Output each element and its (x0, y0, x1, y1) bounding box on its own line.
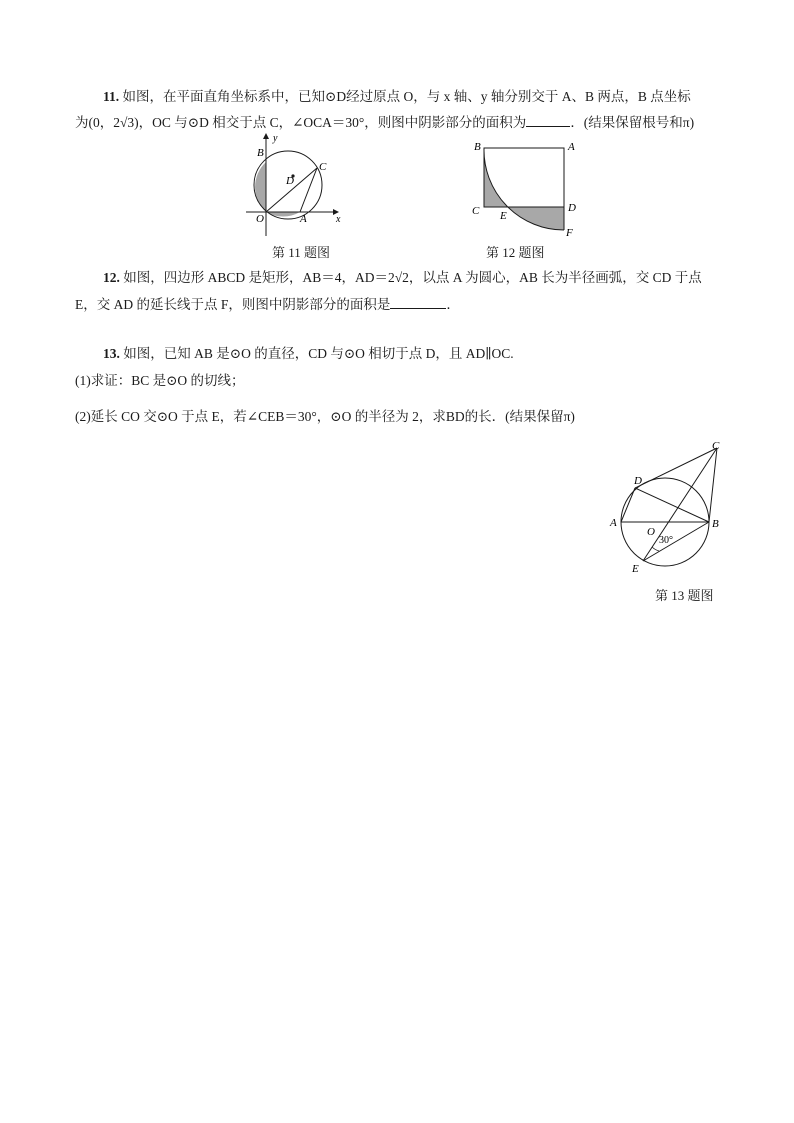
fig12-label-b: B (474, 141, 481, 153)
fig13-angle-label: 30° (659, 535, 673, 546)
fig11-label-o: O (256, 213, 264, 225)
q12-answer-blank[interactable] (390, 294, 446, 309)
figure-11 (240, 130, 360, 242)
fig12-label-c: C (472, 205, 480, 217)
q11-text-line2-post: ．(结果保留根号和π) (570, 115, 695, 130)
fig11-label-b: B (257, 147, 264, 159)
fig13-label-d: D (634, 475, 642, 487)
q11-text-line1: 如图，在平面直角坐标系中，已知⊙D经过原点 O，与 x 轴、y 轴分别交于 A、B 两点，B 点坐标 (122, 89, 691, 104)
fig11-line-ca (300, 168, 317, 212)
q12-text-line1: 如图，四边形 ABCD 是矩形，AB＝4，AD＝2√2，以点 A 为圆心，AB 长为半径画弧，交 CD 于点 (123, 270, 702, 285)
q13-part1: (1)求证：BC 是⊙O 的切线； (75, 373, 245, 388)
fig11-caption: 第 11 题图 (272, 245, 331, 260)
figure-13 (604, 436, 732, 580)
fig13-angle-mark (652, 547, 659, 551)
fig11-label-c: C (319, 161, 327, 173)
q13-number: 13. (103, 346, 120, 361)
fig12-shaded-right (508, 207, 564, 230)
q11-answer-blank[interactable] (526, 112, 570, 127)
fig12-label-d: D (568, 202, 576, 214)
fig12-label-f: F (566, 227, 573, 239)
q11-number: 11. (103, 89, 120, 104)
fig12-shaded-left (484, 148, 508, 207)
q11-line1 (103, 87, 691, 107)
q13-part2: (2)延长 CO 交⊙O 于点 E，若∠CEB＝30°，⊙O 的半径为 2，求BD的长．(结果保留π) (75, 409, 575, 424)
fig11-label-x: x (336, 214, 341, 225)
q12-line1 (103, 268, 702, 288)
fig13-label-b: B (712, 518, 719, 530)
fig13-line-dc (635, 448, 717, 488)
fig11-label-d: D (286, 175, 294, 187)
q11-text-line2-pre: 为(0，2√3)，OC 与⊙D 相交于点 C，∠OCA＝30°，则图中阴影部分的面积为 (75, 115, 527, 130)
fig12-label-e: E (500, 210, 507, 222)
fig12-caption: 第 12 题图 (486, 245, 545, 260)
fig13-label-a: A (610, 517, 617, 529)
q11-line2 (75, 112, 694, 133)
q13-text-line1: 如图，已知 AB 是⊙O 的直径，CD 与⊙O 相切于点 D，且 AD∥OC. (123, 346, 514, 361)
q12-number: 12. (103, 270, 120, 285)
fig11-label-a: A (300, 213, 307, 225)
q13-line1 (103, 344, 514, 364)
fig13-label-e: E (632, 563, 639, 575)
q12-text-line2-post: ． (446, 297, 460, 312)
fig13-line-ad (621, 488, 635, 522)
fig13-caption: 第 13 题图 (655, 588, 714, 603)
fig11-label-y: y (273, 133, 278, 144)
fig13-label-c: C (712, 440, 720, 452)
q12-text-line2-pre: E，交 AD 的延长线于点 F，则图中阴影部分的面积是 (75, 297, 391, 312)
figure-12 (466, 136, 584, 240)
fig12-label-a: A (568, 141, 575, 153)
q12-line2 (75, 294, 460, 315)
fig13-label-o: O (647, 526, 655, 538)
